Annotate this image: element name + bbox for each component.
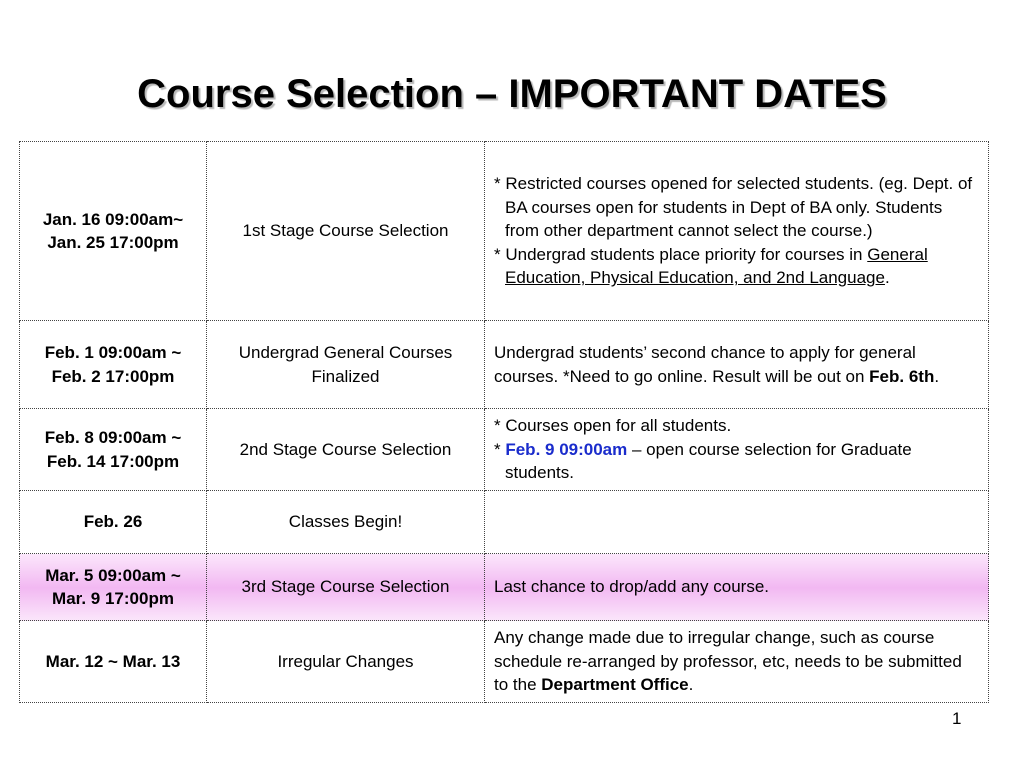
note-cell xyxy=(485,621,989,703)
table-row xyxy=(20,491,989,554)
note-text: . xyxy=(884,268,890,288)
note-item: * Restricted courses opened for selected students. (eg. Dept. of BA courses open for students in Dept of BA only. Students from other department cannot select the course.) xyxy=(494,174,973,241)
note-text: – open course selection for Graduate students. xyxy=(505,439,912,483)
stage-cell: Classes Begin! xyxy=(207,491,485,554)
stage-cell: Undergrad General Courses Finalized xyxy=(207,321,485,409)
table-row xyxy=(20,321,989,409)
table-row xyxy=(20,621,989,703)
note-item xyxy=(494,438,979,485)
page-title: Course Selection – IMPORTANT DATES xyxy=(137,72,887,116)
date-cell: Mar. 12 ~ Mar. 13 xyxy=(20,621,207,703)
date-start: Jan. 16 09:00am~ xyxy=(42,209,184,229)
date-cell: Feb. 26 xyxy=(20,491,207,554)
table-row xyxy=(20,142,989,321)
note-text: . xyxy=(688,675,694,695)
note-item: * Courses open for all students. xyxy=(494,416,732,436)
date-cell xyxy=(20,321,207,409)
note-cell xyxy=(485,409,989,491)
page-number: 1 xyxy=(952,709,962,728)
stage-cell: 1st Stage Course Selection xyxy=(207,142,485,321)
note-cell: Last chance to drop/add any course. xyxy=(485,554,989,621)
date-end: Mar. 9 17:00pm xyxy=(52,589,174,608)
note-bold: Feb. 6th xyxy=(869,366,935,386)
note-highlight-date: Feb. 9 09:00am xyxy=(505,439,628,459)
date-cell xyxy=(20,554,207,621)
stage-cell: Irregular Changes xyxy=(207,621,485,703)
note-item xyxy=(494,243,979,290)
note-cell xyxy=(485,142,989,321)
date-end: Jan. 25 17:00pm xyxy=(47,233,179,252)
table-row-highlighted xyxy=(20,554,989,621)
date-start: Feb. 8 09:00am ~ xyxy=(44,428,182,447)
table-row xyxy=(20,409,989,491)
note-text: . xyxy=(934,366,940,386)
note-underlined: General Education, Physical Education, and 2nd Language xyxy=(505,244,928,288)
note-text: Undergrad students’ second chance to apply for general courses. *Need to go online. Result will be out on xyxy=(494,343,916,386)
note-text: Any change made due to irregular change, such as course schedule re-arranged by professor, etc, needs to be submitted to the xyxy=(494,628,962,695)
date-start: Feb. 1 09:00am ~ xyxy=(44,343,182,362)
note-cell xyxy=(485,321,989,409)
note-text: * Undergrad students place priority for courses in xyxy=(494,244,868,264)
date-cell xyxy=(20,142,207,321)
note-cell xyxy=(485,491,989,554)
dates-table xyxy=(19,141,989,703)
date-end: Feb. 14 17:00pm xyxy=(46,451,180,471)
date-cell xyxy=(20,409,207,491)
stage-cell: 3rd Stage Course Selection xyxy=(207,554,485,621)
note-text: * xyxy=(494,439,506,459)
date-start: Mar. 5 09:00am ~ xyxy=(45,565,181,585)
date-end: Feb. 2 17:00pm xyxy=(51,366,175,386)
note-bold: Department Office xyxy=(541,675,689,695)
stage-cell: 2nd Stage Course Selection xyxy=(207,409,485,491)
